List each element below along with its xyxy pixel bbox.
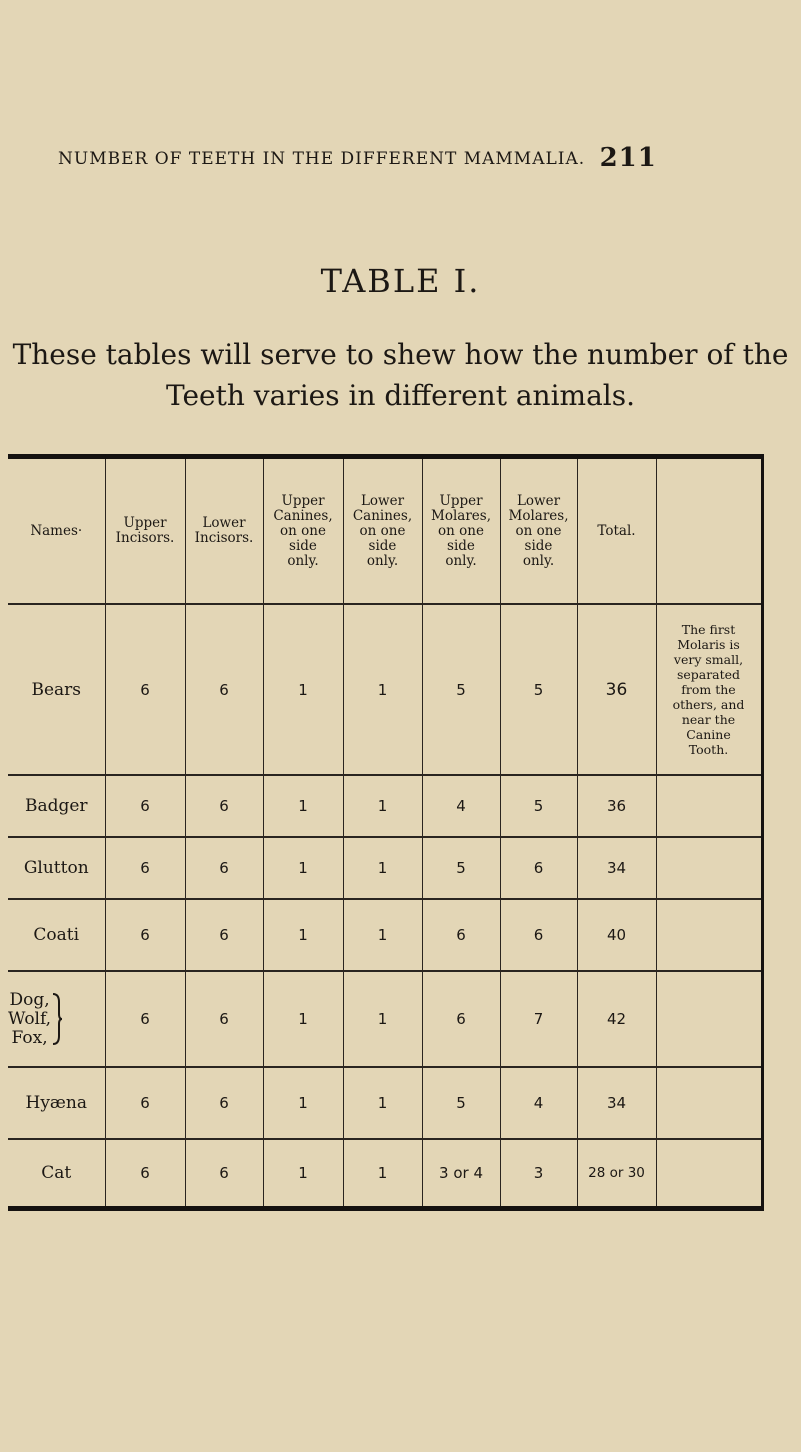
- header-remarks: [656, 457, 762, 605]
- total-value: 40: [577, 899, 656, 971]
- lower-molares-value: 3: [500, 1139, 577, 1208]
- table-title: TABLE I.: [320, 262, 481, 300]
- table-row: [8, 775, 762, 837]
- table-row: [8, 971, 762, 1067]
- header-lower-incisors: Lower Incisors.: [185, 457, 263, 605]
- animal-name: Glutton: [8, 837, 105, 899]
- table-row: [8, 1067, 762, 1139]
- animal-name: Wolf,: [8, 1008, 52, 1029]
- table-row: [8, 899, 762, 971]
- upper-molares-value: 6: [422, 971, 500, 1067]
- upper-incisors-value: 6: [105, 1067, 185, 1139]
- lower-molares-value: 6: [500, 837, 577, 899]
- table-row: [8, 604, 762, 775]
- total-value: 36: [577, 604, 656, 775]
- lower-molares-value: 4: [500, 1067, 577, 1139]
- remark-empty: [656, 837, 762, 899]
- lower-canines-value: 1: [343, 899, 422, 971]
- upper-molares-value: 3 or 4: [422, 1139, 500, 1208]
- upper-incisors-value: 6: [105, 775, 185, 837]
- total-value: 34: [577, 837, 656, 899]
- upper-canines-value: 1: [263, 775, 343, 837]
- brace-icon: [51, 992, 63, 1046]
- running-head: [58, 143, 758, 173]
- animal-name: Coati: [8, 899, 105, 971]
- lower-incisors-value: 6: [185, 775, 263, 837]
- remark-empty: [656, 775, 762, 837]
- header-names: Names·: [8, 457, 105, 605]
- intro-line-1: These tables will serve to shew how the number of the: [12, 338, 789, 371]
- upper-incisors-value: 6: [105, 604, 185, 775]
- remark-empty: [656, 1139, 762, 1208]
- animal-name-group: [8, 971, 105, 1067]
- lower-molares-value: 6: [500, 899, 577, 971]
- upper-molares-value: 5: [422, 1067, 500, 1139]
- intro-paragraph: [0, 334, 801, 416]
- header-upper-incisors: Upper Incisors.: [105, 457, 185, 605]
- lower-canines-value: 1: [343, 971, 422, 1067]
- lower-incisors-value: 6: [185, 971, 263, 1067]
- lower-molares-value: 5: [500, 775, 577, 837]
- animal-name: Fox,: [11, 1027, 48, 1048]
- teeth-table: [8, 454, 764, 1211]
- running-head-text: NUMBER OF TEETH IN THE DIFFERENT MAMMALIA.: [58, 149, 586, 169]
- lower-incisors-value: 6: [185, 604, 263, 775]
- upper-incisors-value: 6: [105, 971, 185, 1067]
- total-value: 42: [577, 971, 656, 1067]
- upper-canines-value: 1: [263, 899, 343, 971]
- animal-name: Cat: [41, 1162, 72, 1183]
- lower-canines-value: 1: [343, 837, 422, 899]
- remark-empty: [656, 971, 762, 1067]
- upper-canines-value: 1: [263, 1067, 343, 1139]
- header-upper-canines: Upper Canines, on one side only.: [263, 457, 343, 605]
- lower-canines-value: 1: [343, 1067, 422, 1139]
- remark-empty: [656, 1067, 762, 1139]
- upper-canines-value: 1: [263, 604, 343, 775]
- intro-line-2: Teeth varies in different animals.: [165, 379, 636, 412]
- total-value: 36: [577, 775, 656, 837]
- upper-molares-value: 5: [422, 837, 500, 899]
- lower-canines-value: 1: [343, 604, 422, 775]
- header-upper-molares: Upper Molares, on one side only.: [422, 457, 500, 605]
- lower-incisors-value: 6: [185, 899, 263, 971]
- header-lower-canines: Lower Canines, on one side only.: [343, 457, 422, 605]
- upper-incisors-value: 6: [105, 1139, 185, 1208]
- upper-canines-value: 1: [263, 837, 343, 899]
- upper-canines-value: 1: [263, 1139, 343, 1208]
- table-row: [8, 1139, 762, 1208]
- animal-name: Hyæna: [8, 1067, 105, 1139]
- remark-empty: [656, 899, 762, 971]
- header-row: [8, 457, 762, 605]
- lower-incisors-value: 6: [185, 1067, 263, 1139]
- upper-molares-value: 5: [422, 604, 500, 775]
- lower-incisors-value: 6: [185, 1139, 263, 1208]
- header-lower-molares: Lower Molares, on one side only.: [500, 457, 577, 605]
- lower-canines-value: 1: [343, 1139, 422, 1208]
- lower-molares-value: 7: [500, 971, 577, 1067]
- upper-canines-value: 1: [263, 971, 343, 1067]
- table-row: [8, 837, 762, 899]
- header-total: Total.: [577, 457, 656, 605]
- upper-molares-value: 6: [422, 899, 500, 971]
- remark-note: The first Molaris is very small, separated from the others, and near the Canine Tooth.: [656, 604, 762, 775]
- upper-incisors-value: 6: [105, 837, 185, 899]
- upper-incisors-value: 6: [105, 899, 185, 971]
- animal-name: Bears: [8, 604, 105, 775]
- lower-incisors-value: 6: [185, 837, 263, 899]
- upper-molares-value: 4: [422, 775, 500, 837]
- page-number: 211: [599, 143, 657, 173]
- animal-name: Badger: [8, 775, 105, 837]
- total-value: 34: [577, 1067, 656, 1139]
- total-value: 28 or 30: [577, 1139, 656, 1208]
- animal-name: Dog,: [9, 989, 50, 1010]
- lower-canines-value: 1: [343, 775, 422, 837]
- lower-molares-value: 5: [500, 604, 577, 775]
